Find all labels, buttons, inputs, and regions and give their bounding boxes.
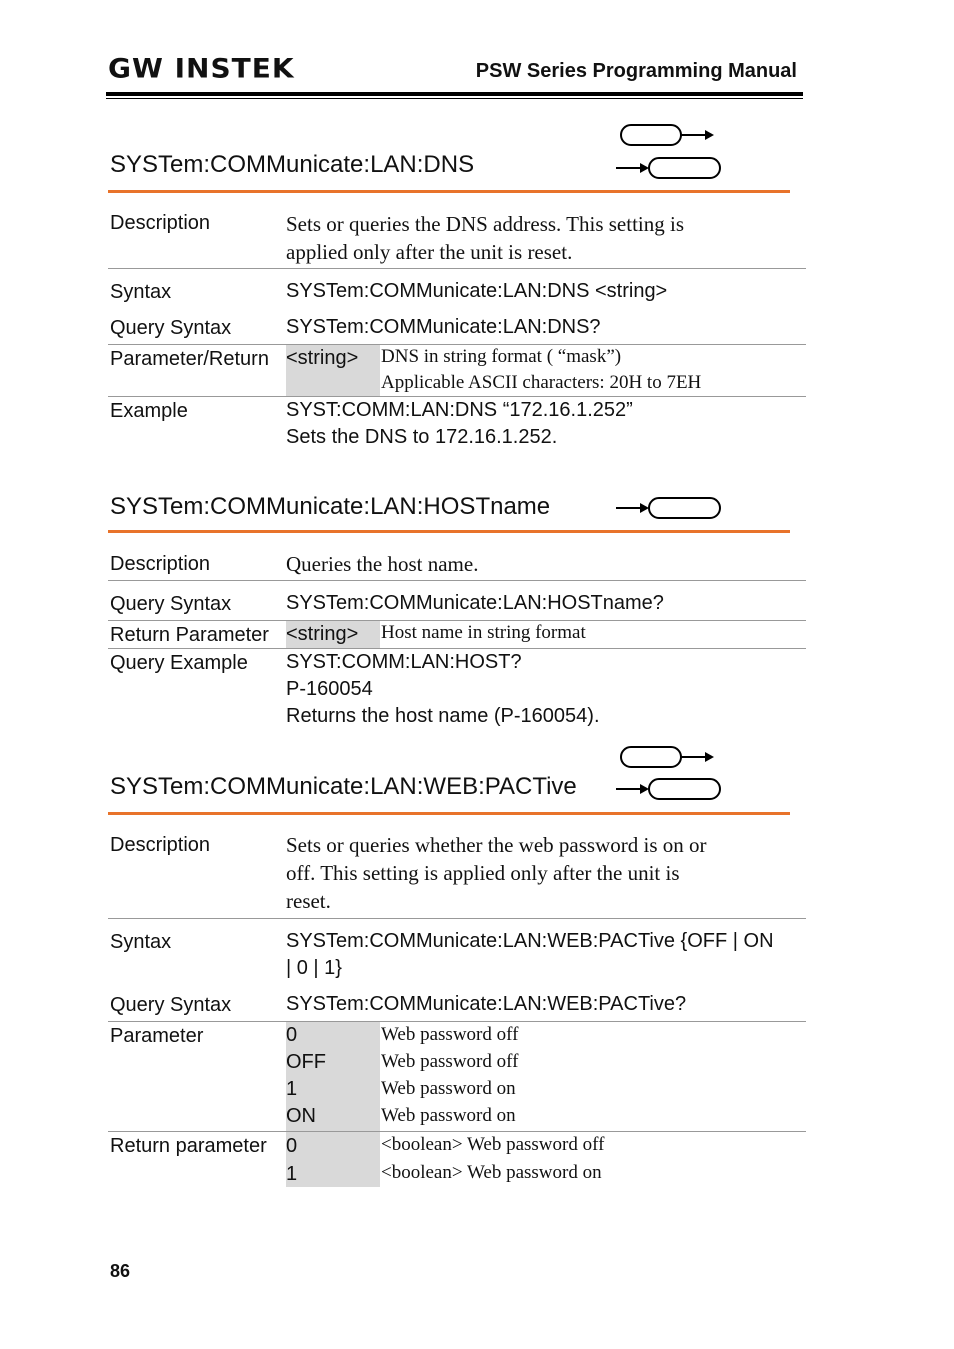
return-key-cell (286, 1132, 380, 1187)
query-syntax-text: SYSTem:COMMunicate:LAN:HOSTname? (286, 592, 664, 614)
section-title-web-pactive: SYSTem:COMMunicate:LAN:WEB:PACTive (110, 773, 577, 800)
param-keys: 0 OFF 1 ON (286, 1024, 326, 1127)
description-label: Description (110, 834, 211, 856)
param-label: Parameter (110, 1025, 204, 1047)
query-syntax-label: Query Syntax (110, 593, 232, 615)
return-descs: <boolean> Web password off <boolean> Web password on (381, 1134, 605, 1183)
section-title-hostname: SYSTem:COMMunicate:LAN:HOSTname (110, 493, 551, 520)
set-arrow-icon (616, 746, 716, 772)
return-param-label: Return parameter (110, 1135, 267, 1157)
description-label: Description (110, 553, 211, 575)
section-rule-dns (108, 190, 790, 193)
header-divider (106, 92, 803, 96)
row-divider (108, 268, 806, 269)
row-divider (108, 918, 806, 919)
param-descs: Web password off Web password off Web password on Web password on (381, 1024, 519, 1126)
param-desc: DNS in string format ( “mask”) Applicable ASCII characters: 20H to 7EH (381, 346, 702, 393)
section-rule-web-pactive (108, 812, 790, 815)
example-text: SYST:COMM:LAN:DNS “172.16.1.252” Sets the DNS to 172.16.1.252. (286, 399, 633, 448)
syntax-label: Syntax (110, 281, 172, 303)
query-syntax-text: SYSTem:COMMunicate:LAN:DNS? (286, 316, 601, 338)
query-syntax-text: SYSTem:COMMunicate:LAN:WEB:PACTive? (286, 993, 687, 1015)
description-label: Description (110, 212, 211, 234)
param-key: <string> (286, 623, 359, 645)
example-label: Example (110, 400, 188, 422)
syntax-text: SYSTem:COMMunicate:LAN:DNS <string> (286, 280, 668, 302)
brand-logo: GW INSTEK (108, 52, 295, 85)
example-text: SYST:COMM:LAN:HOST? P-160054 Returns the host name (P-160054). (286, 651, 600, 727)
syntax-label: Syntax (110, 931, 172, 953)
section-title-dns: SYSTem:COMMunicate:LAN:DNS (110, 151, 475, 178)
param-label: Parameter/Return (110, 348, 269, 370)
page-number: 86 (110, 1261, 131, 1281)
query-arrow-icon (616, 777, 726, 803)
query-arrow-icon (616, 156, 726, 182)
manual-title: PSW Series Programming Manual (475, 60, 797, 82)
query-arrow-icon (616, 496, 726, 522)
query-syntax-label: Query Syntax (110, 317, 232, 339)
query-syntax-label: Query Syntax (110, 994, 232, 1016)
section-rule-hostname (108, 530, 790, 533)
description-text: Sets or queries whether the web password is on or off. This setting is applied only after the unit is reset. (286, 833, 707, 913)
header-divider-thin (106, 98, 803, 99)
row-divider (108, 580, 806, 581)
param-key: <string> (286, 347, 359, 369)
query-example-label: Query Example (110, 652, 248, 674)
return-keys: 0 1 (286, 1135, 298, 1185)
description-text: Queries the host name. (286, 552, 479, 576)
param-desc: Host name in string format (381, 622, 586, 643)
description-text: Sets or queries the DNS address. This setting is applied only after the unit is reset. (286, 212, 684, 264)
return-param-label: Return Parameter (110, 624, 269, 646)
syntax-text: SYSTem:COMMunicate:LAN:WEB:PACTive {OFF | ON | 0 | 1} (286, 930, 774, 979)
